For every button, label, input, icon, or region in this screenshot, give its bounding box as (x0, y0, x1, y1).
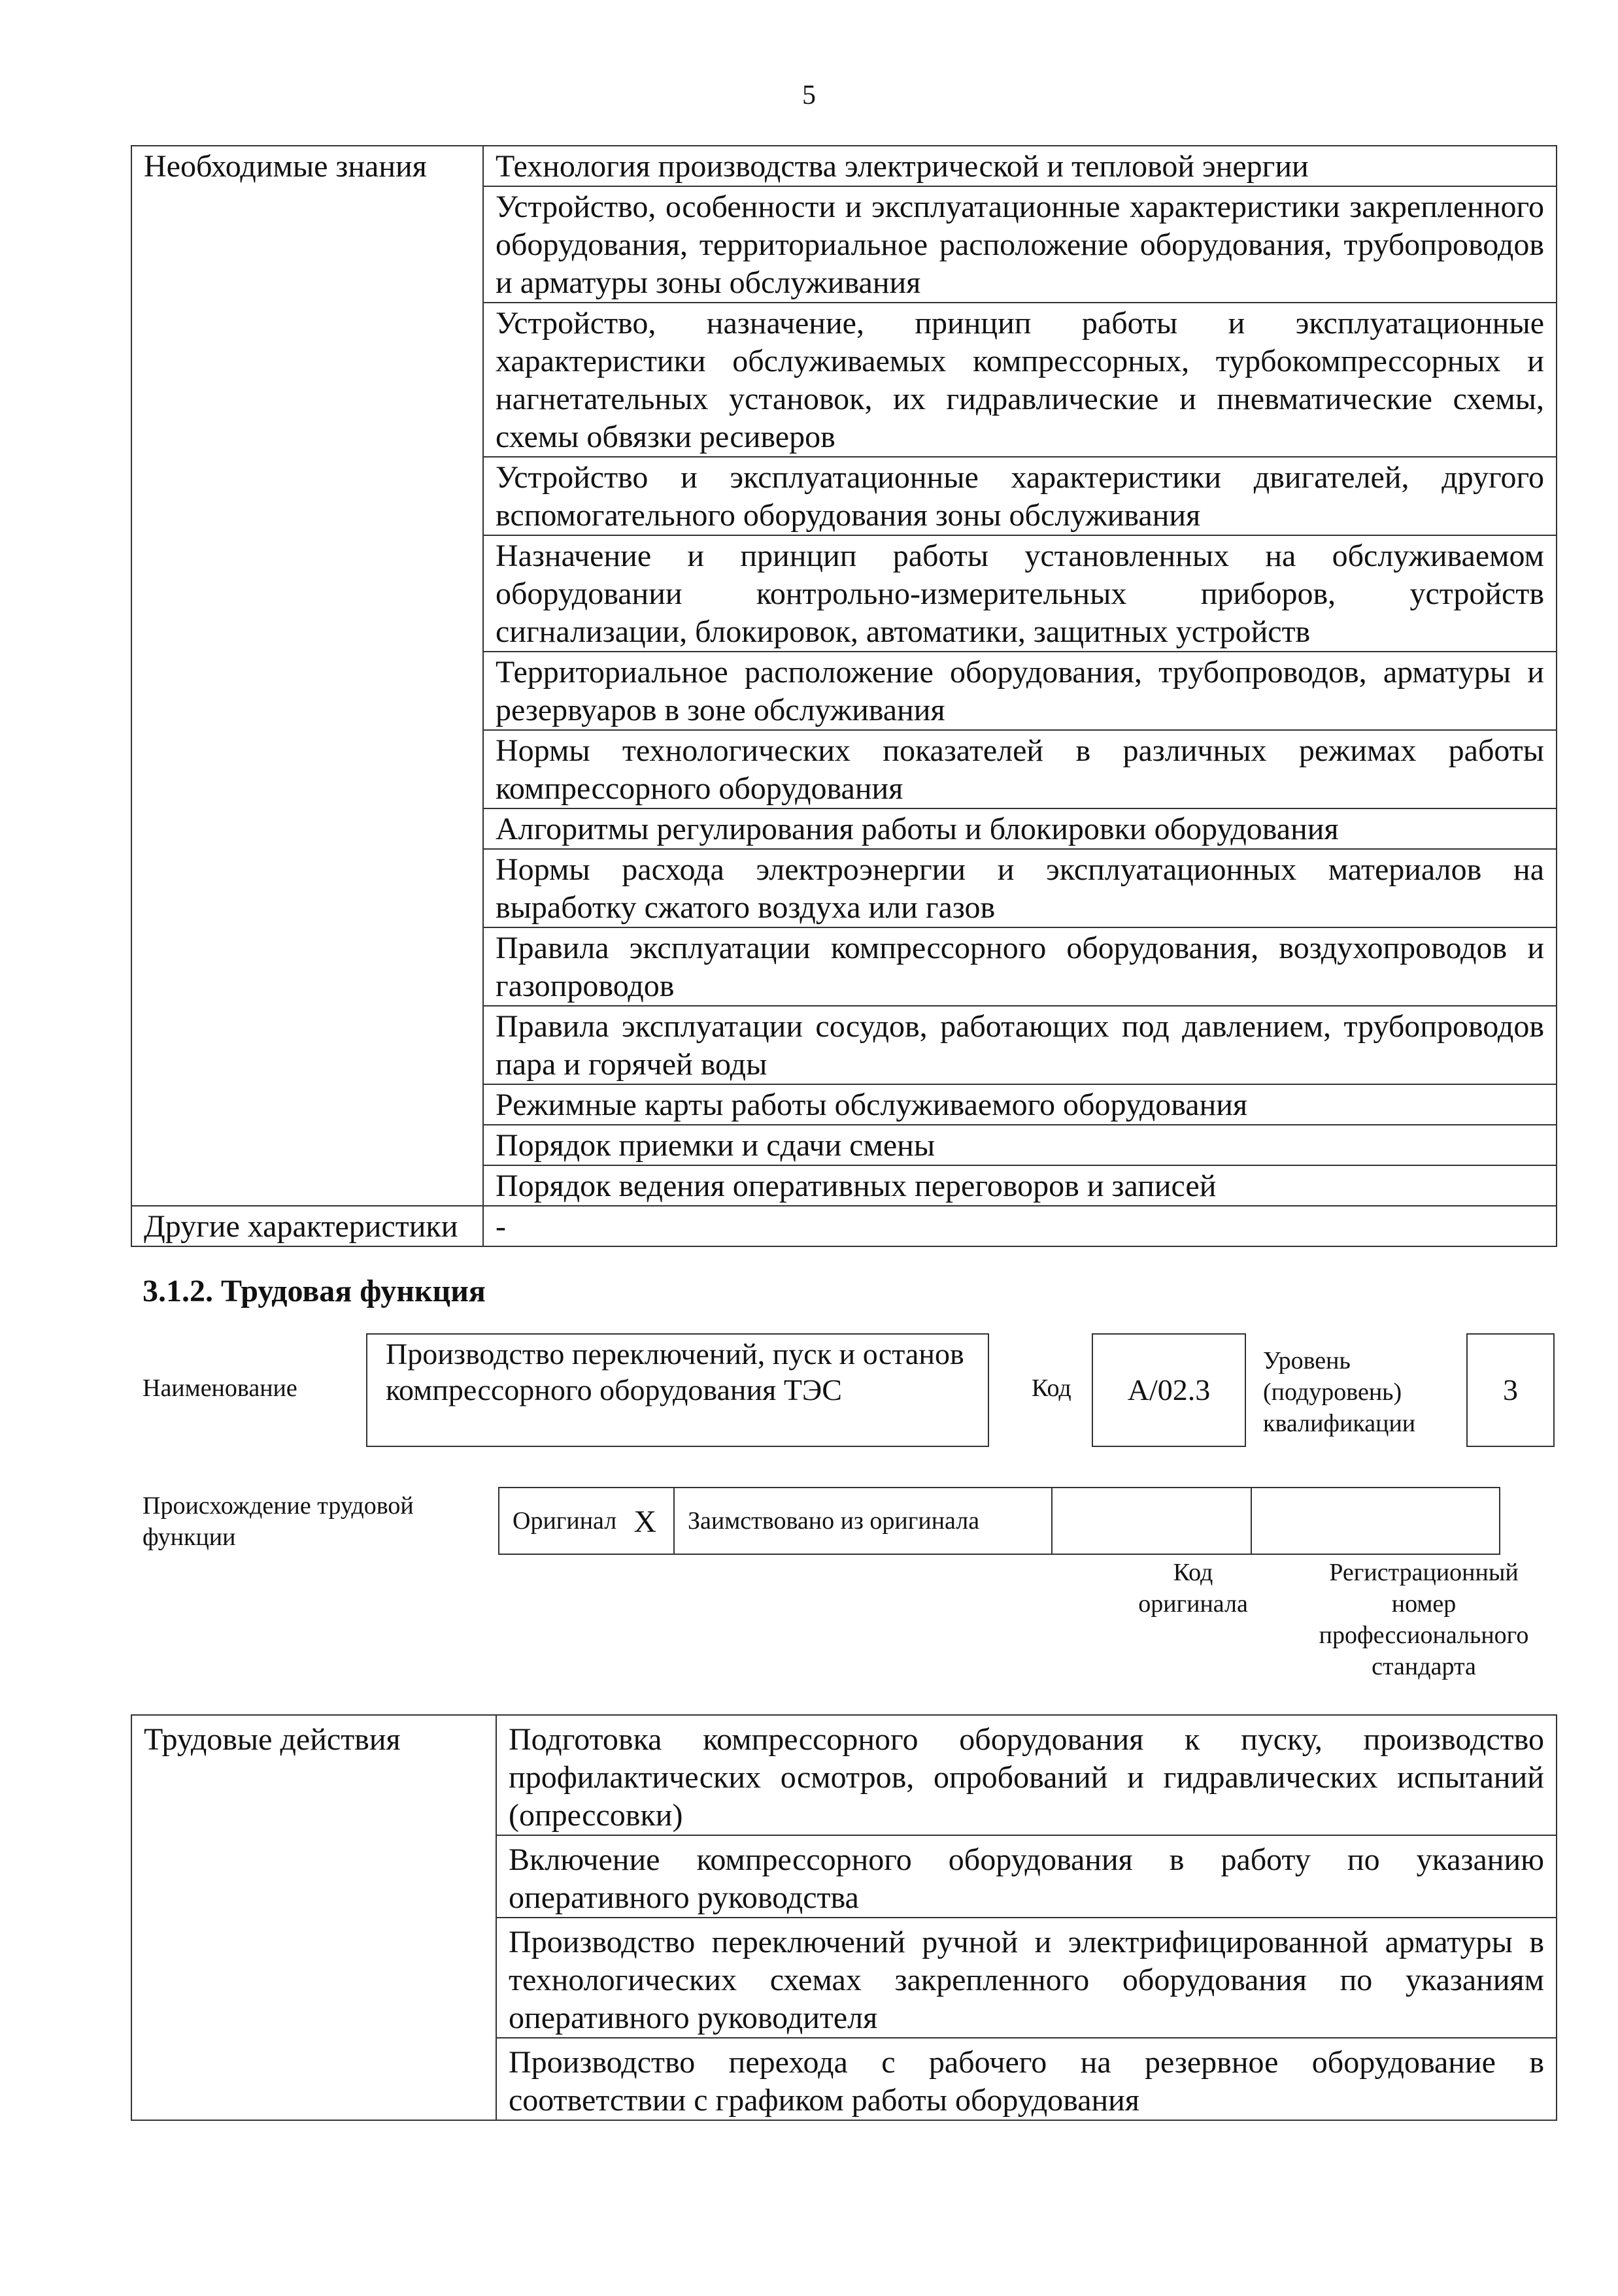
action-item: Производство переключений ручной и электрифицированной арматуры в технологических схемах закрепленного оборудования по указаниям оперативного руководителя (496, 1918, 1557, 2038)
actions-table (131, 1714, 1557, 2121)
knowledge-item: Устройство, назначение, принцип работы и эксплуатационные характеристики обслуживаемых компрессорных, турбокомпрессорных и нагнетательных установок, их гидравлические и пневматические схемы, схемы обвязки ресиверов (483, 303, 1557, 457)
registration-number-cell (1251, 1488, 1500, 1554)
original-cell (499, 1488, 674, 1554)
knowledge-item: Порядок приемки и сдачи смены (483, 1125, 1557, 1165)
code-label: Код (1032, 1374, 1071, 1402)
knowledge-item: Порядок ведения оперативных переговоров и записей (483, 1165, 1557, 1206)
caption-line: профессионального (1319, 1622, 1529, 1649)
knowledge-item: Нормы технологических показателей в различных режимах работы компрессорного оборудования (483, 730, 1557, 808)
original-label: Оригинал (513, 1507, 617, 1535)
knowledge-item: Территориальное расположение оборудования, трубопроводов, арматуры и резервуаров в зоне обслуживания (483, 652, 1557, 730)
action-item: Подготовка компрессорного оборудования к пуску, производство профилактических осмотров, опробований и гидравлических испытаний (опрессовки) (496, 1715, 1557, 1835)
other-characteristics-label: Другие характеристики (131, 1206, 483, 1246)
table-row (499, 1488, 1500, 1554)
name-label: Наименование (143, 1374, 297, 1402)
original-code-cell (1052, 1488, 1251, 1554)
knowledge-item: Правила эксплуатации компрессорного оборудования, воздухопроводов и газопроводов (483, 927, 1557, 1006)
action-item: Производство перехода с рабочего на резервное оборудование в соответствии с графиком работы оборудования (496, 2038, 1557, 2120)
table-row (131, 1206, 1557, 1246)
actions-label: Трудовые действия (131, 1715, 496, 2120)
knowledge-item: Технология производства электрической и тепловой энергии (483, 146, 1557, 186)
caption-line: номер (1391, 1590, 1457, 1618)
level-label (1263, 1345, 1415, 1439)
origin-label-line: функции (143, 1523, 236, 1551)
knowledge-table (131, 145, 1557, 1247)
knowledge-item: Алгоритмы регулирования работы и блокировки оборудования (483, 808, 1557, 849)
caption-line: стандарта (1372, 1653, 1476, 1680)
knowledge-item: Назначение и принцип работы установленных на обслуживаемом оборудовании контрольно-измерительных приборов, устройств сигнализации, блокировок, автоматики, защитных устройств (483, 535, 1557, 652)
level-box: 3 (1466, 1333, 1555, 1447)
level-label-line: Уровень (1263, 1347, 1351, 1374)
level-label-line: квалификации (1263, 1410, 1416, 1437)
knowledge-item: Нормы расхода электроэнергии и эксплуатационных материалов на выработку сжатого воздуха или газов (483, 849, 1557, 927)
section-title: 3.1.2. Трудовая функция (143, 1274, 486, 1308)
knowledge-label: Необходимые знания (131, 146, 483, 1206)
knowledge-item: Устройство и эксплуатационные характеристики двигателей, другого вспомогательного оборудования зоны обслуживания (483, 457, 1557, 535)
borrowed-cell: Заимствовано из оригинала (674, 1488, 1052, 1554)
knowledge-item: Режимные карты работы обслуживаемого оборудования (483, 1084, 1557, 1125)
table-row (131, 146, 1557, 186)
code-box: A/02.3 (1092, 1333, 1246, 1447)
other-characteristics-value: - (483, 1206, 1557, 1246)
registration-number-caption (1293, 1557, 1555, 1682)
action-item: Включение компрессорного оборудования в работу по указанию оперативного руководства (496, 1835, 1557, 1918)
table-row (131, 1715, 1557, 1835)
page-number: 5 (802, 80, 816, 110)
origin-label-line: Происхождение трудовой (143, 1492, 414, 1520)
original-mark: X (633, 1505, 656, 1539)
knowledge-item: Устройство, особенности и эксплуатационные характеристики закрепленного оборудования, территориальное расположение оборудования, трубопроводов и арматуры зоны обслуживания (483, 186, 1557, 303)
knowledge-item: Правила эксплуатации сосудов, работающих под давлением, трубопроводов пара и горячей воды (483, 1006, 1557, 1084)
caption-line: оригинала (1138, 1590, 1248, 1618)
caption-line: Код (1173, 1559, 1213, 1586)
function-name-box: Производство переключений, пуск и останов компрессорного оборудования ТЭС (366, 1333, 989, 1447)
original-code-caption (1093, 1557, 1293, 1620)
origin-label (143, 1490, 414, 1553)
origin-table (498, 1487, 1500, 1555)
level-label-line: (подуровень) (1263, 1378, 1402, 1406)
caption-line: Регистрационный (1329, 1559, 1519, 1586)
